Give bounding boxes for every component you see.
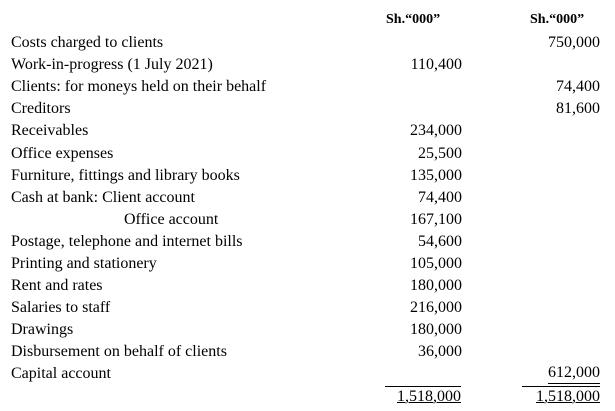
table-row xyxy=(0,231,615,253)
row-label: Clients: for moneys held on their behalf xyxy=(11,78,267,95)
table-row xyxy=(0,76,615,98)
row-label: Printing and stationery xyxy=(11,255,157,272)
credit-value: 612,000 xyxy=(548,363,600,384)
table-row xyxy=(0,32,615,54)
row-label: Costs charged to clients xyxy=(11,34,164,51)
row-label: Capital account xyxy=(11,365,111,382)
row-label: Creditors xyxy=(11,100,71,117)
debit-value: 74,400 xyxy=(418,189,462,206)
row-label: Office account xyxy=(124,211,219,228)
credit-value: 750,000 xyxy=(548,34,600,51)
row-label: Postage, telephone and internet bills xyxy=(11,233,243,250)
debit-value: 135,000 xyxy=(410,167,462,184)
row-label: Work-in-progress (1 July 2021) xyxy=(11,56,213,73)
table-row xyxy=(0,253,615,275)
table-row xyxy=(0,54,615,76)
debit-value: 36,000 xyxy=(418,343,462,360)
debit-value: 54,600 xyxy=(418,233,462,250)
debit-value: 110,400 xyxy=(410,56,462,73)
credit-value: 81,600 xyxy=(556,100,600,117)
row-label: Cash at bank: Client account xyxy=(11,189,195,206)
debit-value: 25,500 xyxy=(418,145,462,162)
row-label: Office expenses xyxy=(11,145,114,162)
row-label: Drawings xyxy=(11,321,74,338)
debit-value: 180,000 xyxy=(410,277,462,294)
table-row xyxy=(0,319,615,341)
table-row xyxy=(0,120,615,142)
row-label: Receivables xyxy=(11,122,89,139)
row-label: Salaries to staff xyxy=(11,299,111,316)
table-row xyxy=(0,143,615,165)
table-row xyxy=(0,363,615,385)
debit-total: 1,518,000 xyxy=(385,386,461,407)
table-row xyxy=(0,165,615,187)
table-row xyxy=(0,209,615,231)
credit-total: 1,518,000 xyxy=(522,386,600,407)
credit-value: 74,400 xyxy=(556,78,600,95)
column-header-debit: Sh.“000” xyxy=(386,12,441,27)
row-label: Furniture, fittings and library books xyxy=(11,167,240,184)
debit-value: 105,000 xyxy=(410,255,462,272)
row-label: Rent and rates xyxy=(11,277,103,294)
table-row xyxy=(0,275,615,297)
table-row xyxy=(0,297,615,319)
column-header-credit: Sh.“000” xyxy=(530,12,585,27)
table-row xyxy=(0,98,615,120)
debit-value: 216,000 xyxy=(410,299,462,316)
debit-value: 180,000 xyxy=(410,321,462,338)
debit-value: 234,000 xyxy=(410,122,462,139)
row-label: Disbursement on behalf of clients xyxy=(11,343,227,360)
table-row xyxy=(0,187,615,209)
table-row xyxy=(0,341,615,363)
debit-value: 167,100 xyxy=(410,211,462,228)
